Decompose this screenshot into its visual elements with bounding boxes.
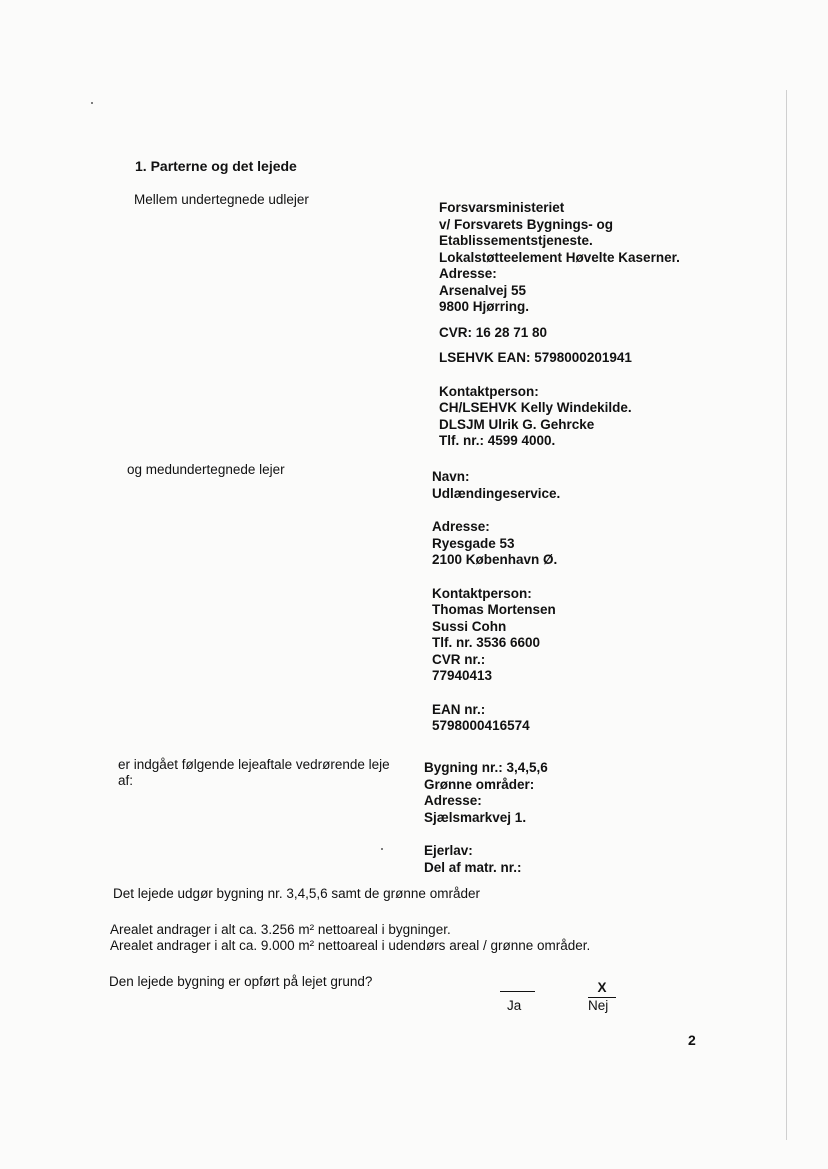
answer-no-value: X bbox=[588, 980, 616, 998]
tenant-ean: 5798000416574 bbox=[432, 718, 530, 733]
tenant-name-label: Navn: bbox=[432, 469, 470, 484]
landlord-cvr: CVR: 16 28 71 80 bbox=[439, 324, 548, 340]
area-line2: Arealet andrager i alt ca. 9.000 m² nettoareal i udendørs areal / grønne områder. bbox=[110, 938, 591, 953]
tenant-cvr: 77940413 bbox=[432, 668, 493, 683]
lease-intro-line1: er indgået følgende lejeaftale vedrørende leje bbox=[118, 757, 390, 772]
premises-owner-label: Ejerlav: bbox=[424, 843, 473, 858]
question: Den lejede bygning er opført på lejet grund? bbox=[109, 974, 373, 989]
landlord-contact-label: Kontaktperson: bbox=[439, 383, 539, 399]
scan-edge bbox=[786, 90, 787, 1140]
tenant-street: Ryesgade 53 bbox=[432, 535, 515, 551]
landlord-address-label: Adresse: bbox=[439, 266, 497, 281]
premises-address-label: Adresse: bbox=[424, 793, 482, 808]
tenant-ean-label: EAN nr.: bbox=[432, 701, 486, 717]
premises-matr-label: Del af matr. nr.: bbox=[424, 859, 522, 875]
landlord-contact2: DLSJM Ulrik G. Gehrcke bbox=[439, 416, 595, 432]
landlord-intro: Mellem undertegnede udlejer bbox=[134, 192, 309, 207]
landlord-contact1: CH/LSEHVK Kelly Windekilde. bbox=[439, 400, 632, 415]
body-line1: Det lejede udgør bygning nr. 3,4,5,6 samt de grønne områder bbox=[113, 886, 480, 901]
tenant-address-label: Adresse: bbox=[432, 519, 490, 534]
landlord-block bbox=[439, 200, 680, 450]
tenant-city: 2100 København Ø. bbox=[432, 552, 558, 567]
landlord-name-line3: Etablissementstjeneste. bbox=[439, 233, 593, 248]
answer-yes-value bbox=[500, 991, 535, 992]
lease-intro-line2: af: bbox=[118, 773, 134, 788]
landlord-city: 9800 Hjørring. bbox=[439, 299, 530, 314]
tenant-phone: Tlf. nr. 3536 6600 bbox=[432, 635, 541, 650]
spacer bbox=[424, 826, 548, 843]
area-line1: Arealet andrager i alt ca. 3.256 m² nettoareal i bygninger. bbox=[110, 922, 451, 937]
tenant-name: Udlændingeservice. bbox=[432, 485, 561, 501]
premises-green: Grønne områder: bbox=[424, 776, 535, 792]
premises-building: Bygning nr.: 3,4,5,6 bbox=[424, 760, 548, 775]
premises-block bbox=[424, 760, 548, 876]
tenant-block bbox=[432, 469, 560, 735]
landlord-name-line1: Forsvarsministeriet bbox=[439, 200, 565, 215]
scan-speck bbox=[91, 102, 93, 104]
tenant-contact-label: Kontaktperson: bbox=[432, 585, 532, 601]
tenant-intro: og medundertegnede lejer bbox=[127, 462, 285, 477]
spacer bbox=[432, 569, 560, 586]
premises-address: Sjælsmarkvej 1. bbox=[424, 809, 527, 825]
answer-no-mark bbox=[588, 980, 616, 998]
spacer bbox=[432, 502, 560, 519]
page-number: 2 bbox=[688, 1032, 696, 1048]
tenant-contact2: Sussi Cohn bbox=[432, 618, 507, 634]
landlord-name-line4: Lokalstøtteelement Høvelte Kaserner. bbox=[439, 249, 680, 265]
spacer bbox=[432, 685, 560, 702]
landlord-phone: Tlf. nr.: 4599 4000. bbox=[439, 433, 556, 448]
spacer bbox=[439, 341, 680, 350]
tenant-cvr-label: CVR nr.: bbox=[432, 651, 486, 667]
landlord-name-line2: v/ Forsvarets Bygnings- og bbox=[439, 216, 614, 232]
spacer bbox=[439, 367, 680, 384]
landlord-street: Arsenalvej 55 bbox=[439, 282, 527, 298]
answer-no-label: Nej bbox=[588, 998, 609, 1013]
tenant-contact1: Thomas Mortensen bbox=[432, 602, 556, 617]
section-heading: 1. Parterne og det lejede bbox=[135, 158, 297, 174]
scan-speck bbox=[381, 848, 383, 850]
spacer bbox=[439, 316, 680, 325]
answer-yes-label: Ja bbox=[507, 998, 522, 1013]
landlord-ean: LSEHVK EAN: 5798000201941 bbox=[439, 350, 632, 365]
answer-yes-mark bbox=[500, 980, 535, 997]
